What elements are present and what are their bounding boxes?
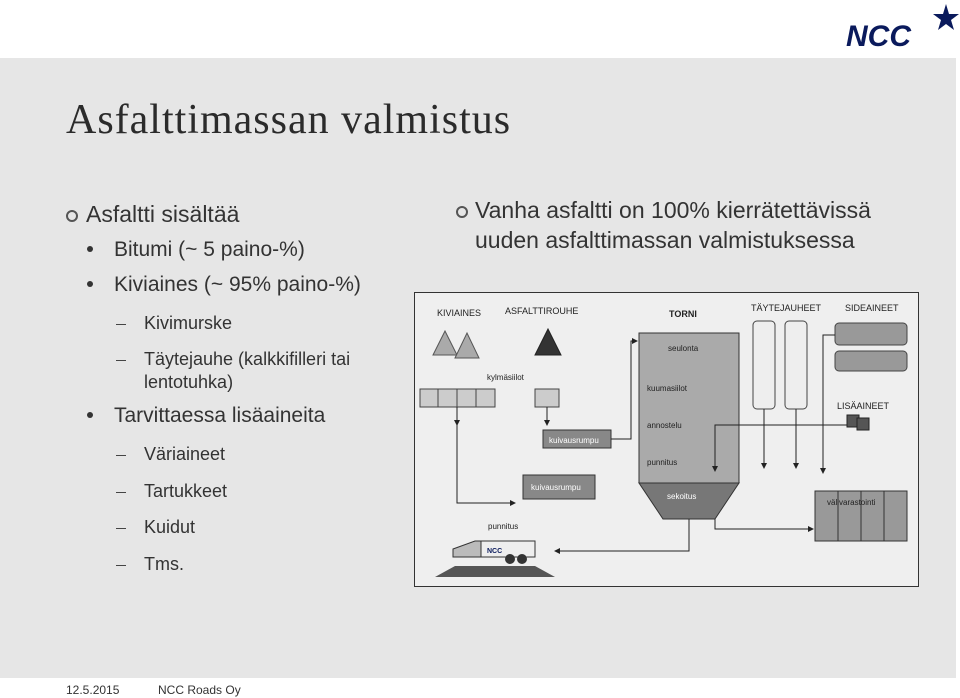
label-punnitus-1: punnitus [647,458,678,467]
left-heading: Asfaltti sisältää [86,201,240,227]
binder-tank [835,351,907,371]
list-item-lisaaineita: Tarvittaessa lisäaineita [114,404,326,427]
logo-text: NCC [846,20,911,52]
dash-marker [116,455,126,456]
dash-marker [116,565,126,566]
bullet-dot-icon [87,412,93,418]
label-sideaineet: SIDEAINEET [845,303,899,313]
label-kuumasiilot: kuumasiilot [647,384,688,393]
right-text-line1: Vanha asfaltti on 100% kierrätettävissä [475,197,871,223]
pile-shape [455,333,479,358]
label-taytejauheet: TÄYTEJAUHEET [751,303,822,313]
star-icon [933,4,959,30]
filler-silo [785,321,807,409]
footer-company: NCC Roads Oy [158,683,241,697]
filler-silo [753,321,775,409]
footer-date: 12.5.2015 [66,683,120,697]
slide-title: Asfalttimassan valmistus [66,97,512,143]
process-diagram-svg [415,293,918,586]
dash-marker [116,324,126,325]
right-text-line2: uuden asfalttimassan valmistuksessa [475,227,855,253]
label-punnitus-2: punnitus [488,522,519,531]
list-subitem-kivimurske: Kivimurske [144,313,233,333]
truck-logo-text: NCC [487,548,503,555]
additive-container [857,418,869,430]
wheel-icon [517,554,527,564]
list-subitem-tms: Tms. [144,554,184,574]
label-annostelu: annostelu [647,421,682,430]
label-seulonta: seulonta [668,344,699,353]
pile-shape [433,331,457,355]
label-valivarastointi: välivarastointi [827,498,876,507]
dash-marker [116,360,126,361]
list-item-bitumi: Bitumi (~ 5 paino-%) [114,238,305,261]
process-diagram [414,292,919,587]
rap-bin [535,389,559,407]
list-subitem-kuidut: Kuidut [144,517,196,537]
list-subitem-variaineet: Väriaineet [144,444,226,464]
top-bar [0,0,960,58]
list-subitem-taytejauhe-cont: lentotuhka) [144,372,234,392]
pile-shape [535,329,561,355]
label-asfalttirouhe: ASFALTTIROUHE [505,306,579,316]
weighbridge [435,566,555,577]
label-kuivausrumpu-1: kuivausrumpu [549,436,599,445]
binder-tank [835,323,907,345]
bullet-ring-icon [456,206,468,218]
list-subitem-tartukkeet: Tartukkeet [144,481,228,501]
list-subitem-taytejauhe: Täytejauhe (kalkkifilleri tai [144,349,351,369]
bullet-dot-icon [87,246,93,252]
label-kylmasiilot: kylmäsiilot [487,373,524,382]
list-item-kiviaines: Kiviaines (~ 95% paino-%) [114,273,361,296]
dash-marker [116,492,126,493]
truck-cab [453,541,481,557]
label-torni: TORNI [669,309,697,319]
label-kuivausrumpu-2: kuivausrumpu [531,483,581,492]
bullet-dot-icon [87,281,93,287]
label-lisaaineet: LISÄAINEET [837,401,890,411]
bullet-ring-icon [66,210,78,222]
dash-marker [116,528,126,529]
ncc-logo [842,2,960,52]
label-sekoitus: sekoitus [667,492,697,501]
mixer-funnel [639,483,739,519]
wheel-icon [505,554,515,564]
label-kiviaines: KIVIAINES [437,308,482,318]
